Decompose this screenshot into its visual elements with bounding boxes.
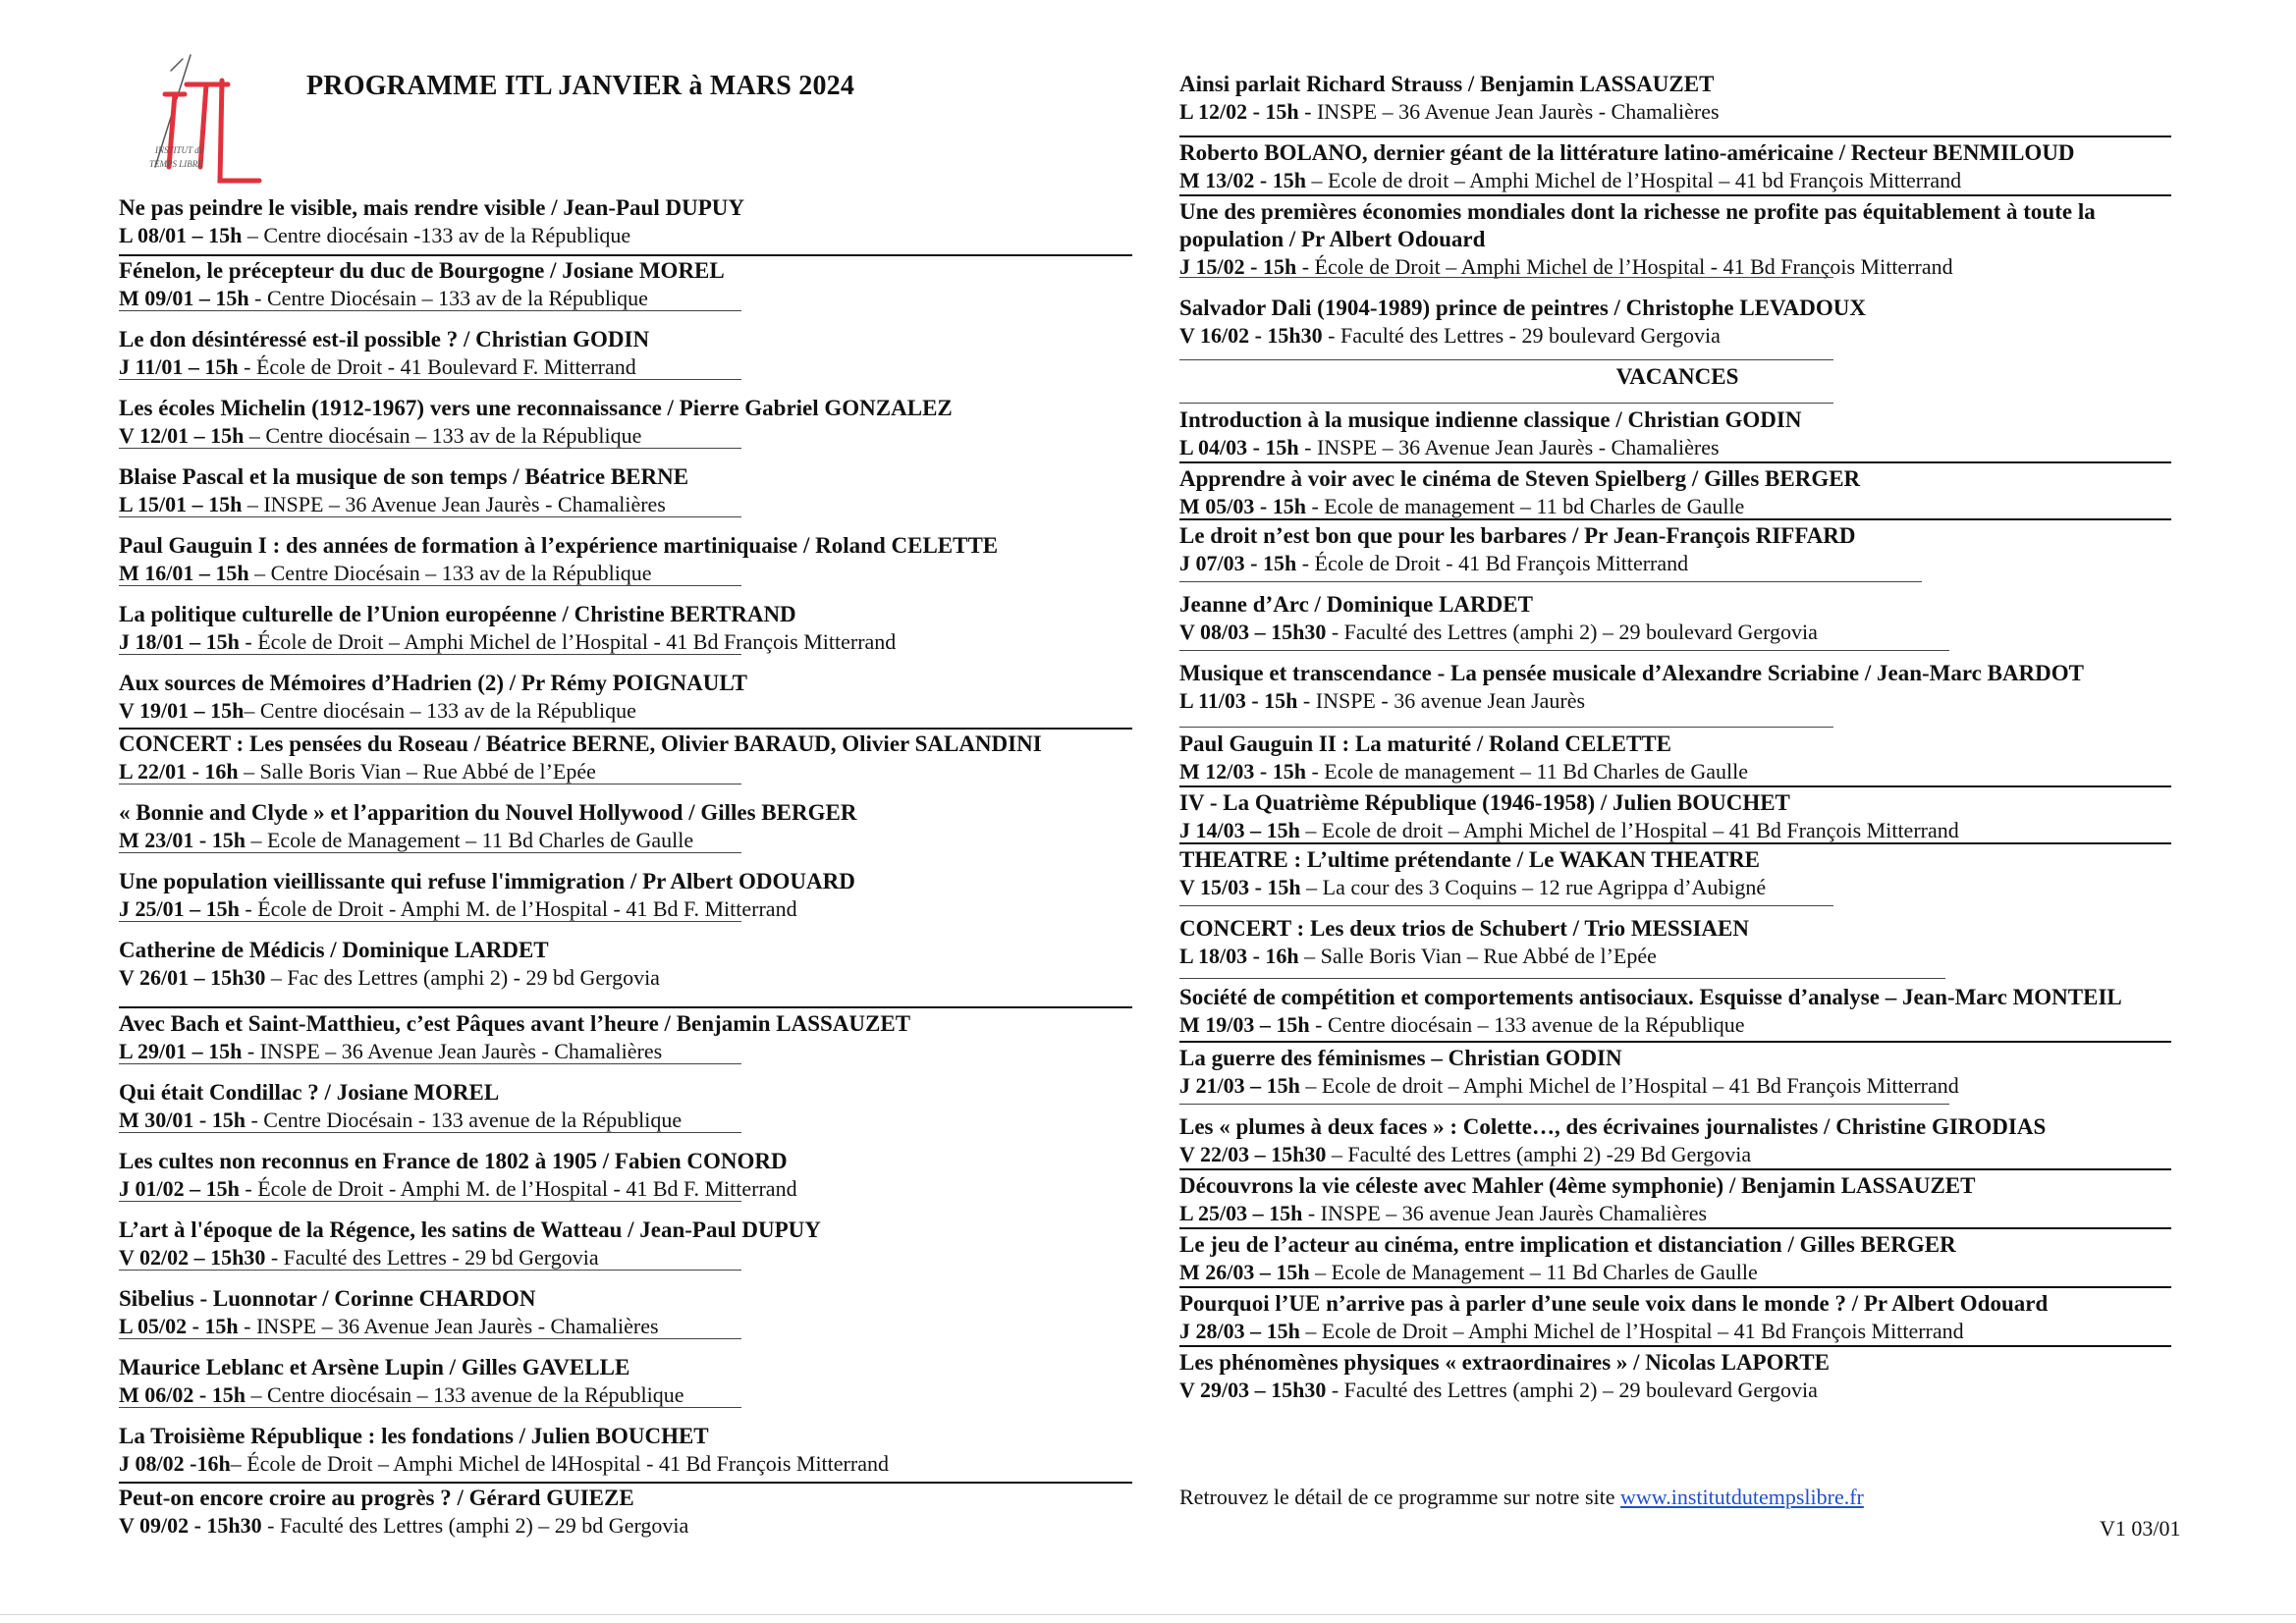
entry-title: Ainsi parlait Richard Strauss / Benjamin LASSAUZET [1179,72,1715,96]
entry-separator: - [1309,1012,1328,1037]
program-entry [1179,1290,2048,1345]
entry-details [119,1381,684,1409]
entry-divider [1179,194,2171,196]
entry-date-time: L 04/03 - 15h [1179,435,1299,460]
program-entry [119,532,998,587]
program-entry [1179,984,2122,1039]
entry-separator: – [242,492,264,516]
entry-location: École de Droit – Amphi Michel de l4Hospital - 41 Bd François Mitterrand [246,1451,889,1476]
itl-logo [126,51,263,187]
entry-date-time: L 29/01 – 15h [119,1039,243,1063]
entry-location: Faculté des Lettres - 29 boulevard Gergovia [1340,323,1721,348]
entry-divider [1179,1168,2171,1170]
entry-separator: – [265,965,288,990]
entry-separator: – [1299,818,1322,842]
entry-details [1179,322,1866,350]
entry-divider [119,921,741,922]
entry-title: Pourquoi l’UE n’arrive pas à parler d’une seule voix dans le monde ? / Pr Albert Odouard [1179,1291,2049,1316]
entry-divider [119,1270,741,1271]
entry-date-time: V 02/02 – 15h30 [119,1245,266,1270]
entry-location: Centre Diocésain – 133 av de la République [266,286,648,310]
entry-location: Centre diocésain – 133 av de la République [265,423,642,448]
program-entry [1179,465,1860,520]
entry-title: Fénelon, le précepteur du duc de Bourgogne / Josiane MOREL [119,258,725,283]
entry-date-time: M 19/03 – 15h [1179,1012,1310,1037]
entry-details [119,560,998,587]
entry-title: Une population vieillissante qui refuse l'immigration / Pr Albert ODOUARD [119,869,855,893]
entry-title: Peut-on encore croire au progrès ? / Gérard GUIEZE [119,1486,634,1510]
entry-date-time: V 12/01 – 15h [119,423,245,448]
entry-location: Ecole de Droit – Amphi Michel de l’Hospital – 41 Bd François Mitterrand [1321,1319,1964,1343]
entry-title: Blaise Pascal et la musique de son temps / Béatrice BERNE [119,464,689,489]
entry-date-time: J 28/03 – 15h [1179,1319,1300,1343]
entry-date-time: L 05/02 - 15h [119,1314,239,1338]
entry-location: Ecole de Management – 11 Bd Charles de Gaulle [1331,1260,1758,1284]
entry-divider [119,448,741,449]
entry-details [1179,817,1959,844]
program-entry [119,730,1042,785]
entry-title: La politique culturelle de l’Union européenne / Christine BERTRAND [119,602,796,626]
entry-date-time: V 16/02 - 15h30 [1179,323,1323,348]
entry-location: École de Droit - Amphi M. de l’Hospital - 41 Bd F. Mitterrand [257,1176,797,1201]
entry-details [119,1107,682,1134]
entry-title: Jeanne d’Arc / Dominique LARDET [1179,592,1533,617]
entry-title: Les cultes non reconnus en France de 1802 à 1905 / Fabien CONORD [119,1149,788,1173]
program-entry [119,1079,682,1134]
program-entry [119,1485,688,1540]
program-entry [119,463,688,518]
entry-details [1179,619,1818,646]
entry-details [1179,1011,2122,1039]
entry-date-time: J 07/03 - 15h [1179,551,1297,575]
entry-location: Centre Diocésain – 133 av de la République [270,561,652,585]
entry-title: Qui était Condillac ? / Josiane MOREL [119,1080,500,1105]
program-entry [119,1010,910,1065]
entry-details [119,827,856,854]
entry-title: Les écoles Michelin (1912-1967) vers une reconnaissance / Pierre Gabriel GONZALEZ [119,396,953,420]
footer-note [1179,1485,1864,1510]
entry-separator: – [244,423,266,448]
entry-divider [1179,905,1833,906]
program-entry [119,1148,797,1203]
entry-divider [119,654,741,655]
entry-divider [1179,1345,2171,1347]
entry-title: Sibelius - Luonnotar / Corinne CHARDON [119,1286,536,1311]
entry-divider [119,585,741,586]
entry-divider [1179,359,1833,360]
entry-separator: - [242,1039,260,1063]
entry-title: Apprendre à voir avec le cinéma de Steven Spielberg / Gilles BERGER [1179,466,1861,491]
entry-date-time: V 29/03 – 15h30 [1179,1378,1327,1402]
entry-location: Ecole de droit – Amphi Michel de l’Hospital – 41 bd François Mitterrand [1327,168,1962,192]
program-entry [1179,1172,1975,1227]
program-entry [119,601,896,656]
entry-divider [119,379,741,380]
entry-separator: - [1296,551,1315,575]
entry-separator: - [248,286,267,310]
entry-date-time: J 25/01 – 15h [119,896,240,921]
entry-date-time: J 18/01 – 15h [119,629,240,654]
entry-date-time: M 13/02 - 15h [1179,168,1306,192]
entry-divider [1179,1041,2171,1043]
entry-details [1179,434,1801,461]
entry-title: Paul Gauguin I : des années de formation à l’expérience martiniquaise / Roland CELETTE [119,533,999,558]
entry-date-time: M 05/03 - 15h [1179,494,1306,518]
program-entry [1179,591,1818,646]
entry-date-time: L 25/03 – 15h [1179,1201,1303,1225]
entry-location: Ecole de management – 11 Bd Charles de Gaulle [1324,759,1748,784]
entry-date-time: J 11/01 – 15h [119,354,239,379]
entry-location: École de Droit – Amphi Michel de l’Hospital - 41 Bd François Mitterrand [1314,254,1953,279]
program-entry [119,799,856,854]
entry-date-time: V 19/01 – 15h [119,698,245,723]
entry-date-time: M 26/03 – 15h [1179,1260,1310,1284]
entry-title: Les « plumes à deux faces » : Colette…, des écrivaines journalistes / Christine GIRODIAS [1179,1114,2047,1139]
entry-location: Faculté des Lettres - 29 bd Gergovia [283,1245,599,1270]
entry-title: Catherine de Médicis / Dominique LARDET [119,938,549,962]
program-entry [119,326,649,381]
entry-date-time: L 22/01 - 16h [119,759,239,784]
program-entry [1179,789,1959,844]
entry-location: INSPE – 36 Avenue Jean Jaurès - Chamalières [1316,99,1720,124]
entry-separator: – [1305,168,1328,192]
entry-date-time: M 23/01 - 15h [119,828,246,852]
entry-location: Ecole de Management – 11 Bd Charles de Gaulle [266,828,694,852]
entry-location: École de Droit – Amphi Michel de l’Hospital - 41 Bd François Mitterrand [257,629,897,654]
entry-separator: - [1298,99,1317,124]
entry-location: Centre diocésain – 133 avenue de la République [266,1382,684,1407]
entry-separator: - [239,629,258,654]
entry-separator: - [1302,1201,1321,1225]
entry-title: CONCERT : Les deux trios de Schubert / Trio MESSIAEN [1179,916,1749,941]
entry-location: INSPE – 36 Avenue Jean Jaurès - Chamalières [259,1039,663,1063]
entry-location: Fac des Lettres (amphi 2) - 29 bd Gergovia [287,965,660,990]
entry-location: Ecole de droit – Amphi Michel de l’Hospital – 41 Bd François Mitterrand [1321,1073,1959,1098]
entry-details [119,285,725,312]
entry-separator: – [1300,875,1323,899]
entry-divider [1179,650,1949,651]
program-entry [119,937,660,992]
program-entry [1179,198,2096,281]
entry-separator: - [238,1314,256,1338]
entry-title: Ne pas peindre le visible, mais rendre visible / Jean-Paul DUPUY [119,195,744,220]
entry-divider [1179,785,2171,787]
program-entry [1179,1231,1956,1286]
program-entry [1179,406,1801,461]
entry-separator: - [1322,323,1340,348]
entry-separator: - [238,354,256,379]
entry-title: Musique et transcendance - La pensée musicale d’Alexandre Scriabine / Jean-Marc BARDOT [1179,661,2085,685]
entry-location: Centre diocésain – 133 avenue de la République [1327,1012,1745,1037]
entry-date-time: M 06/02 - 15h [119,1382,246,1407]
entry-date-time: L 12/02 - 15h [1179,99,1299,124]
entry-details [1179,493,1860,520]
entry-details [1179,874,1766,901]
entry-location: INSPE – 36 avenue Jean Jaurès Chamalières [1320,1201,1708,1225]
entry-separator: - [245,1108,264,1132]
entry-divider [119,1482,1132,1484]
entry-divider [119,728,1132,730]
entry-title-continued: population / Pr Albert Odouard [1179,227,1486,251]
entry-separator: - [1305,759,1325,784]
entry-divider [1179,1227,2171,1229]
entry-date-time: J 14/03 – 15h [1179,818,1300,842]
entry-details [1179,1259,1956,1286]
entry-location: Centre diocésain – 133 av de la République [259,698,636,723]
entry-separator: - [1296,254,1315,279]
entry-location: Faculté des Lettres (amphi 2) – 29 boulevard Gergovia [1343,620,1818,644]
program-entry [119,194,744,249]
program-entry [1179,846,1766,901]
entry-separator: – [242,223,264,247]
program-entry [1179,139,2075,194]
entry-separator: - [261,1513,280,1538]
entry-divider [1179,461,2171,463]
version-label: V1 03/01 [2100,1516,2181,1541]
entry-details [1179,98,1720,126]
entry-details [119,697,747,725]
program-entry [1179,295,1866,350]
entry-title: Le droit n’est bon que pour les barbares / Pr Jean-François RIFFARD [1179,523,1856,548]
entry-separator: - [1326,1378,1344,1402]
program-entry [119,670,747,725]
entry-divider [119,1006,1132,1008]
entry-details [1179,167,2075,194]
entry-date-time: M 16/01 – 15h [119,561,249,585]
entry-date-time: V 22/03 – 15h30 [1179,1142,1327,1166]
entry-details [119,1175,797,1203]
entry-title: « Bonnie and Clyde » et l’apparition du Nouvel Hollywood / Gilles BERGER [119,800,857,825]
entry-date-time: L 15/01 – 15h [119,492,243,516]
entry-date-time: V 09/02 - 15h30 [119,1513,262,1538]
entry-details [119,491,688,518]
entry-title: Introduction à la musique indienne classique / Christian GODIN [1179,407,1802,432]
entry-details [119,1450,889,1478]
entry-title: IV - La Quatrième République (1946-1958) / Julien BOUCHET [1179,790,1790,815]
entry-details [1179,550,1856,577]
entry-location: Salle Boris Vian – Rue Abbé de l’Epée [259,759,596,784]
entry-date-time: M 30/01 - 15h [119,1108,246,1132]
entry-title: THEATRE : L’ultime prétendante / Le WAKAN THEATRE [1179,847,1761,872]
entry-date-time: M 12/03 - 15h [1179,759,1306,784]
entry-details [119,1038,910,1065]
entry-title: Les phénomènes physiques « extraordinaires » / Nicolas LAPORTE [1179,1350,1830,1375]
entry-location: École de Droit - 41 Bd François Mitterrand [1314,551,1689,575]
entry-separator: - [1305,494,1325,518]
entry-date-time: V 26/01 – 15h30 [119,965,266,990]
entry-title: Aux sources de Mémoires d’Hadrien (2) / Pr Rémy POIGNAULT [119,671,747,695]
entry-divider [1179,518,2171,520]
entry-title: Paul Gauguin II : La maturité / Roland CELETTE [1179,731,1671,756]
entry-title: Une des premières économies mondiales dont la richesse ne profite pas équitablement à toute la [1179,199,2096,224]
entry-separator: – [245,828,267,852]
entry-date-time: J 15/02 - 15h [1179,254,1297,279]
program-entry [1179,660,2084,715]
entry-divider [119,1132,741,1133]
page-title: PROGRAMME ITL JANVIER à MARS 2024 [306,71,855,101]
entry-divider [1179,842,2171,844]
entry-title: La Troisième République : les fondations / Julien BOUCHET [119,1424,709,1448]
entry-title: La guerre des féminismes – Christian GODIN [1179,1046,1622,1070]
entry-date-time: J 01/02 – 15h [119,1176,240,1201]
entry-location: Centre diocésain -133 av de la République [263,223,631,247]
entry-separator: - [239,1176,258,1201]
entry-details [119,422,953,450]
program-entry [1179,1045,1959,1100]
program-entry [119,1354,684,1409]
program-entry [119,1217,821,1271]
entry-separator: – [1299,1073,1322,1098]
entry-location: INSPE – 36 Avenue Jean Jaurès - Chamalières [263,492,666,516]
entry-location: École de Droit - 41 Boulevard F. Mitterrand [255,354,636,379]
program-entry [119,395,953,450]
footer-text: Retrouvez le détail de ce programme sur notre site [1179,1485,1620,1509]
entry-details [1179,1072,1959,1100]
entry-location: INSPE – 36 Avenue Jean Jaurès - Chamalières [1316,435,1720,460]
entry-location: INSPE - 36 avenue Jean Jaurès [1315,688,1586,713]
entry-title: Société de compétition et comportements antisociaux. Esquisse d’analyse – Jean-Marc MONTEIL [1179,985,2122,1009]
website-link[interactable]: www.institutdutempslibre.fr [1620,1485,1864,1509]
program-entry [1179,915,1749,970]
entry-details [119,1313,659,1340]
entry-details [1179,943,1749,970]
entry-divider [1179,1104,1949,1105]
entry-divider [119,310,741,311]
entry-separator: - [239,896,258,921]
entry-date-time: V 08/03 – 15h30 [1179,620,1327,644]
entry-separator: – [238,759,260,784]
program-entry [1179,522,1856,577]
entry-divider [119,1201,741,1202]
entry-divider [1179,581,1922,582]
program-entry [119,868,855,923]
entry-title: Salvador Dali (1904-1989) prince de peintres / Christophe LEVADOUX [1179,296,1866,320]
entry-title: Maurice Leblanc et Arsène Lupin / Gilles GAVELLE [119,1355,630,1380]
entry-location: Faculté des Lettres (amphi 2) – 29 bd Gergovia [280,1513,689,1538]
entry-date-time: J 08/02 -16h [119,1451,231,1476]
entry-separator: – [230,1451,247,1476]
entry-details [119,1244,821,1271]
entry-separator: – [244,698,260,723]
entry-divider [1179,403,1833,404]
entry-title: Roberto BOLANO, dernier géant de la littérature latino-américaine / Recteur BENMILOUD [1179,140,2075,165]
entry-details [119,758,1042,785]
entry-divider [119,852,741,853]
entry-details [119,1512,688,1540]
logo-line-1: INSTITUT du [155,145,204,155]
entry-date-time: M 09/01 – 15h [119,286,249,310]
entry-location: Salle Boris Vian – Rue Abbé de l’Epée [1320,944,1657,968]
entry-location: École de Droit - Amphi M. de l’Hospital - 41 Bd F. Mitterrand [257,896,797,921]
entry-details [1179,1377,1830,1404]
entry-date-time: V 15/03 - 15h [1179,875,1301,899]
entry-title: Le don désintéressé est-il possible ? / Christian GODIN [119,327,650,352]
entry-divider [119,1407,741,1408]
entry-details [119,628,896,656]
entry-title: Le jeu de l’acteur au cinéma, entre implication et distanciation / Gilles BERGER [1179,1232,1956,1257]
entry-separator: - [1326,620,1344,644]
logo-line-2: TEMPS LIBRE [149,159,203,169]
entry-separator: - [265,1245,284,1270]
entry-divider [119,254,1132,256]
entry-separator: – [1309,1260,1332,1284]
entry-date-time: L 11/03 - 15h [1179,688,1298,713]
entry-location: Centre Diocésain - 133 avenue de la République [263,1108,683,1132]
entry-title: CONCERT : Les pensées du Roseau / Béatrice BERNE, Olivier BARAUD, Olivier SALANDINI [119,731,1042,756]
entry-separator: – [1326,1142,1348,1166]
entry-separator: – [245,1382,267,1407]
entry-divider [1179,277,1833,278]
entry-location: La cour des 3 Coquins – 12 rue Agrippa d’Aubigné [1322,875,1767,899]
entry-separator: – [1299,1319,1322,1343]
entry-divider [1179,978,1945,979]
entry-separator: - [1298,435,1317,460]
entry-divider [1179,1286,2171,1288]
entry-location: INSPE – 36 Avenue Jean Jaurès - Chamalières [255,1314,659,1338]
entry-title: L’art à l'époque de la Régence, les satins de Watteau / Jean-Paul DUPUY [119,1217,821,1242]
entry-location: Faculté des Lettres (amphi 2) – 29 boulevard Gergovia [1343,1378,1818,1402]
program-entry [1179,730,1748,785]
entry-location: Faculté des Lettres (amphi 2) -29 Bd Gergovia [1347,1142,1752,1166]
entry-title: Avec Bach et Saint-Matthieu, c’est Pâques avant l’heure / Benjamin LASSAUZET [119,1011,911,1036]
program-entry [1179,1113,2046,1168]
entry-location: Ecole de management – 11 bd Charles de Gaulle [1324,494,1745,518]
entry-details [1179,758,1748,785]
vacances-label: VACANCES [1615,364,1739,389]
entry-date-time: L 18/03 - 16h [1179,944,1299,968]
entry-details [119,353,649,381]
entry-divider [119,516,741,517]
entry-divider [119,1338,741,1339]
program-entry [119,257,725,312]
entry-details [119,895,855,923]
entry-details [1179,1141,2046,1168]
scan-border [0,1614,2296,1615]
entry-separator: – [1298,944,1321,968]
entry-details [1179,1200,1975,1227]
program-entry [119,1285,659,1340]
entry-details [1179,687,2084,715]
entry-divider [1179,135,2171,137]
program-entry [1179,71,1720,126]
entry-details [119,222,744,249]
entry-separator: - [1297,688,1316,713]
entry-date-time: J 21/03 – 15h [1179,1073,1300,1098]
entry-details [1179,1318,2048,1345]
program-entry [119,1423,889,1478]
entry-separator: – [248,561,271,585]
entry-details [119,964,660,992]
program-entry [1179,1349,1830,1404]
entry-date-time: L 08/01 – 15h [119,223,243,247]
entry-divider [119,1063,741,1064]
entry-divider [1179,727,1833,728]
entry-location: Ecole de droit – Amphi Michel de l’Hospital – 41 Bd François Mitterrand [1321,818,1959,842]
entry-title: Découvrons la vie céleste avec Mahler (4ème symphonie) / Benjamin LASSAUZET [1179,1173,1976,1198]
